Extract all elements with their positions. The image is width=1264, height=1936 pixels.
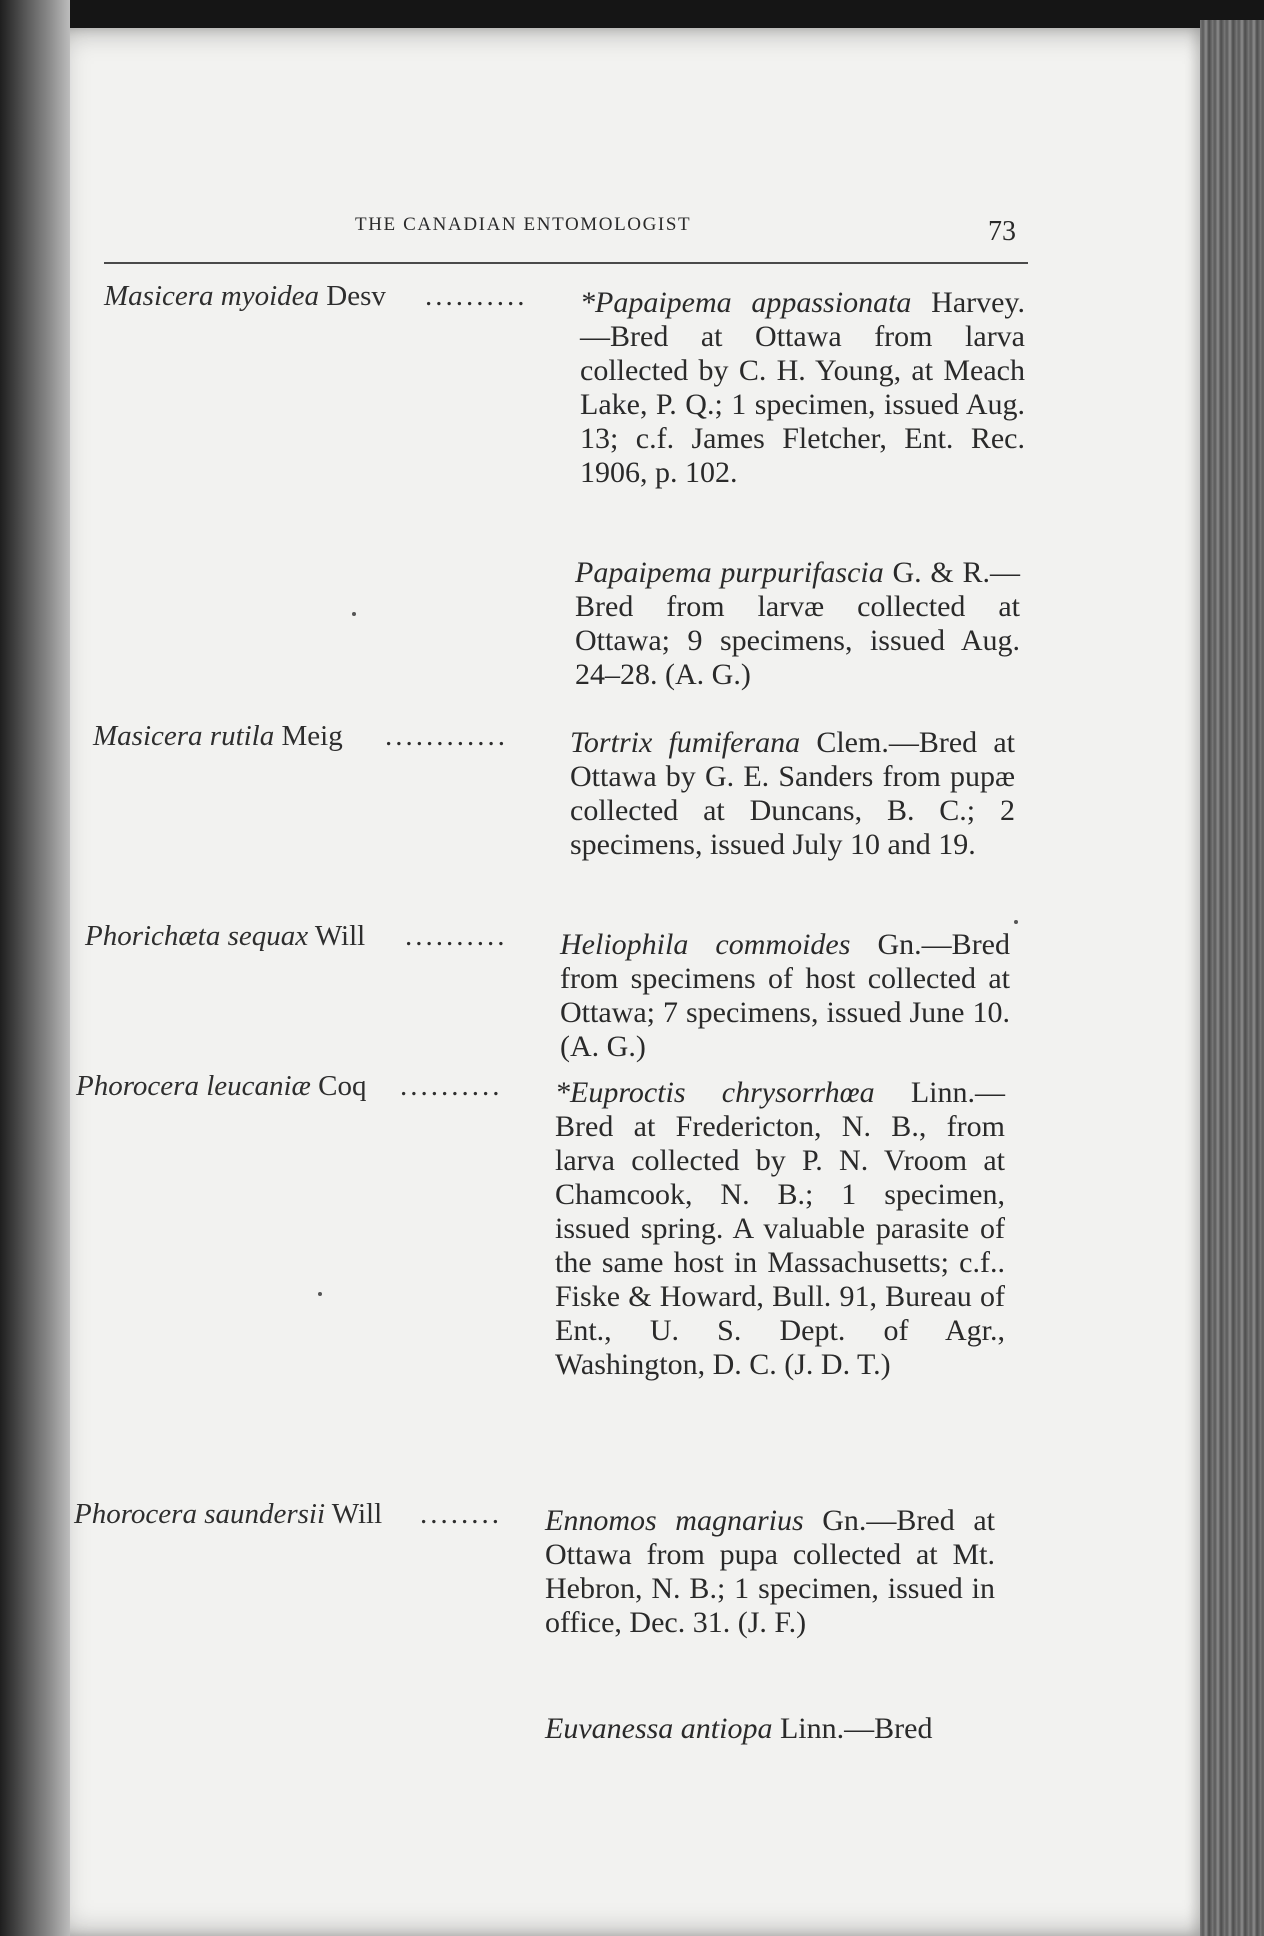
host-entry (575, 556, 1020, 692)
host-name: Heliophila commoides (560, 928, 851, 961)
host-entry (545, 1504, 995, 1640)
page-edges (1200, 20, 1264, 1936)
leader-dots: .......... (400, 1070, 503, 1102)
header-rule (104, 262, 1028, 264)
parasite-name (85, 920, 365, 953)
host-text: Linn.—Bred at Fredericton, N. B., from larva collected by P. N. Vroom at Chamcook, N. B.; 1 specimen, issued spring. A valuable parasite of the same host in Massachusetts; c.f.. Fiske & Howard, Bull. 91, Bureau of Ent., U. S. Dept. of Agr., Washington, D. C. (J. D. T.) (555, 1076, 1005, 1381)
leader-dots: .......... (405, 920, 508, 952)
host-text: Harvey.—Bred at Ottawa from larva collected by C. H. Young, at Meach Lake, P. Q.; 1 specimen, issued Aug. 13; c.f. James Fletcher, Ent. Rec. 1906, p. 102. (580, 286, 1025, 489)
host-entry (555, 1076, 1005, 1382)
scan-top-border (0, 0, 1264, 30)
host-text: Gn.—Bred from specimens of host collected at Ottawa; 7 specimens, issued June 10. (A. G.) (560, 928, 1010, 1063)
leader-dots: ........ (420, 1498, 502, 1530)
binding-shadow (0, 0, 70, 1936)
host-text: Linn.—Bred (772, 1712, 933, 1745)
page-number: 73 (988, 216, 1016, 247)
host-text: Gn.—Bred at Ottawa from pupa collected at Mt. Hebron, N. B.; 1 specimen, issued in office, Dec. 31. (J. F.) (545, 1504, 996, 1639)
scan-speck (1014, 920, 1018, 924)
host-entry (560, 928, 1010, 1064)
host-name: Papaipema purpurifascia (575, 556, 884, 589)
parasite-author: Will (314, 920, 366, 952)
parasite-species: Masicera rutila (93, 720, 275, 752)
parasite-author: Will (331, 1498, 383, 1530)
leader-dots: ............ (385, 720, 508, 752)
host-text: G. & R.—Bred from larvæ collected at Ottawa; 9 specimens, issued Aug. 24–28. (A. G.) (575, 556, 1020, 691)
scan-speck (318, 1292, 322, 1296)
host-name: *Papaipema appassionata (580, 286, 912, 319)
parasite-species: Phorocera saundersii (74, 1498, 326, 1530)
host-text: Clem.—Bred at Ottawa by G. E. Sanders from pupæ collected at Duncans, B. C.; 2 specimens, issued July 10 and 19. (570, 726, 1015, 861)
host-name: *Euproctis chrysorrhœa (555, 1076, 875, 1109)
host-entry (570, 726, 1015, 862)
host-entry (580, 286, 1025, 490)
parasite-name (104, 280, 386, 313)
parasite-species: Masicera myoidea (104, 280, 320, 312)
host-name: Tortrix fumiferana (570, 726, 801, 759)
running-title: THE CANADIAN ENTOMOLOGIST (355, 214, 692, 235)
parasite-species: Phorichæta sequax (85, 920, 309, 952)
scan-speck (352, 612, 356, 616)
parasite-name (76, 1070, 367, 1103)
parasite-author: Meig (281, 720, 343, 752)
parasite-author: Desv (326, 280, 386, 312)
parasite-name (93, 720, 343, 753)
parasite-author: Coq (318, 1070, 367, 1102)
parasite-name (74, 1498, 382, 1531)
host-name: Euvanessa antiopa (545, 1712, 773, 1745)
parasite-species: Phorocera leucaniæ (76, 1070, 311, 1102)
host-name: Ennomos magnarius (545, 1504, 804, 1537)
host-entry (545, 1712, 995, 1746)
leader-dots: .......... (425, 280, 528, 312)
